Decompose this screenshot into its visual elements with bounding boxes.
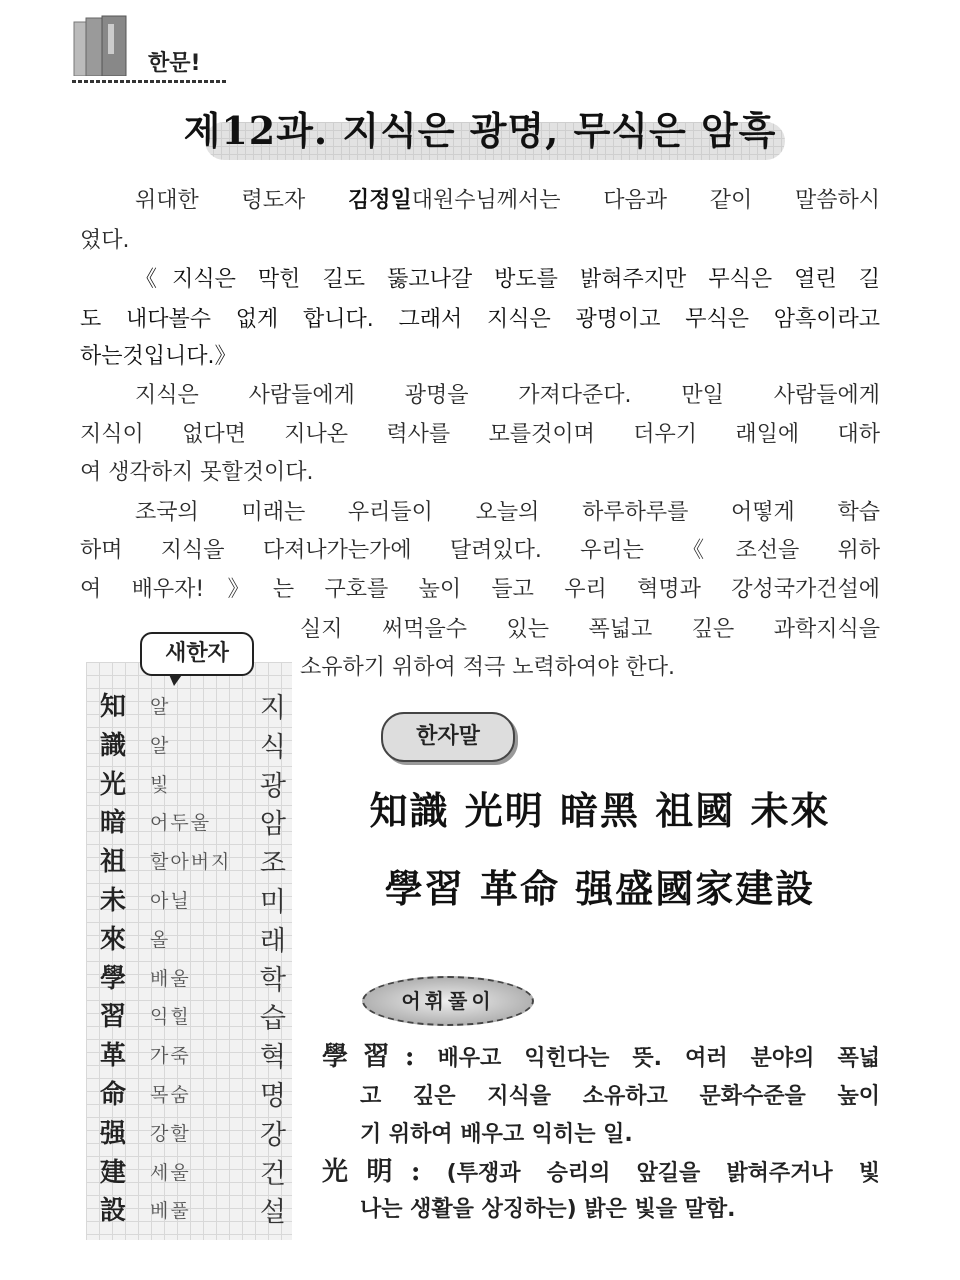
paragraph-line: 조국의 미래는 우리들이 오늘의 하루하루를 어떻게 학습 xyxy=(135,500,880,525)
hanja-meaning: 가죽 xyxy=(150,1045,191,1068)
hanja-reading: 혁 xyxy=(259,1042,286,1074)
hanja-character: 未 xyxy=(100,886,127,916)
hanja-reading: 식 xyxy=(259,731,286,763)
hanja-row xyxy=(100,919,286,957)
hanja-row xyxy=(100,1074,286,1112)
glossary-definition: 나는 생활을 상징하는) 밝은 빛을 말함. xyxy=(360,1197,736,1222)
hanja-meaning: 올 xyxy=(150,928,171,951)
paragraph-line: 실지 써먹을수 있는 폭넓고 깊은 과학지식을 xyxy=(300,617,880,642)
glossary-term: 學習: xyxy=(322,1042,415,1072)
hanja-character: 習 xyxy=(100,1002,127,1033)
hanja-reading: 지 xyxy=(259,693,286,724)
hanja-row xyxy=(100,1152,286,1190)
hanja-meaning: 어두울 xyxy=(150,812,212,835)
books-icon xyxy=(72,14,140,76)
quote-line: 《지식은 막힌 길도 뚫고나갈 방도를 밝혀주지만 무식은 열린 길 xyxy=(135,267,880,292)
hanja-character: 强 xyxy=(100,1118,127,1149)
glossary-definition: 배우고 익힌다는 뜻. 여러 분야의 폭넓 xyxy=(414,1046,881,1071)
hanja-character: 知 xyxy=(100,692,127,722)
glossary-entry-line xyxy=(322,1042,880,1074)
intro-line-2: 였다. xyxy=(80,228,130,253)
hanja-character: 識 xyxy=(100,730,127,761)
hanja-reading: 건 xyxy=(259,1158,286,1190)
section-header-label: 한문! xyxy=(148,51,201,76)
hanja-row xyxy=(100,996,286,1034)
hanja-meaning: 목숨 xyxy=(150,1084,191,1106)
hanja-reading: 습 xyxy=(259,1003,286,1035)
hanja-meaning: 배울 xyxy=(150,967,191,990)
hanja-character: 學 xyxy=(100,963,127,994)
hanja-reading: 강 xyxy=(259,1119,286,1151)
hanja-character: 光 xyxy=(100,769,127,800)
hanja-reading: 학 xyxy=(259,964,286,996)
hanja-meaning: 알 xyxy=(150,696,171,718)
hanja-reading: 래 xyxy=(259,925,286,957)
paragraph-line: 소유하기 위하여 적극 노력하여야 한다. xyxy=(300,655,675,680)
glossary-definition: 기 위하여 배우고 익히는 일. xyxy=(360,1122,633,1147)
glossary-definition: (투쟁과 승리의 앞길을 밝혀주거나 빛 xyxy=(420,1161,880,1186)
hanja-character: 來 xyxy=(100,924,127,955)
hanja-meaning: 할아버지 xyxy=(150,851,232,874)
intro-line-1 xyxy=(135,186,880,216)
hanja-character: 祖 xyxy=(100,847,127,878)
hanja-character: 設 xyxy=(100,1196,127,1227)
hanja-reading: 조 xyxy=(259,848,286,880)
hanja-row xyxy=(100,725,286,763)
hanja-row xyxy=(100,1113,286,1151)
paragraph-line: 여 생각하지 못할것이다. xyxy=(80,460,314,485)
hanja-row xyxy=(100,802,286,840)
glossary-definition: 고 깊은 지식을 소유하고 문화수준을 높이 xyxy=(360,1084,880,1109)
paragraph-line: 지식이 없다면 지나온 력사를 모를것이며 더우기 래일에 대하 xyxy=(80,422,880,447)
hanja-row xyxy=(100,1035,286,1073)
hanja-row xyxy=(100,880,286,918)
quote-line: 도 내다볼수 없게 합니다. 그래서 지식은 광명이고 무식은 암흑이라고 xyxy=(80,307,880,332)
paragraph-line: 하며 지식을 다져나가는가에 달려있다. 우리는 《조선을 위하 xyxy=(80,538,880,563)
hanja-reading: 명 xyxy=(259,1081,286,1112)
hanja-meaning: 익힐 xyxy=(150,1006,191,1029)
hanja-words-title: 한자말 xyxy=(381,712,515,762)
hanja-character: 建 xyxy=(100,1157,127,1188)
hanja-meaning: 아닐 xyxy=(150,890,191,912)
hanja-row xyxy=(100,764,286,802)
quote-line: 하는것입니다.》 xyxy=(80,344,237,369)
hanja-meaning: 베풀 xyxy=(150,1200,191,1223)
hanja-character: 革 xyxy=(100,1041,127,1072)
hanja-reading: 암 xyxy=(259,809,286,841)
intro-text: 위대한 령도자 xyxy=(135,188,348,213)
glossary-term: 光明: xyxy=(322,1157,421,1187)
paragraph-line: 지식은 사람들에게 광명을 가져다준다. 만일 사람들에게 xyxy=(135,383,880,408)
hanja-meaning: 세울 xyxy=(150,1161,191,1184)
hanja-reading: 설 xyxy=(259,1197,286,1229)
intro-text: 대원수님께서는 다음과 같이 말씀하시 xyxy=(411,188,881,213)
paragraph-line: 여 배우자!》는 구호를 높이 들고 우리 혁명과 강성국가건설에 xyxy=(80,577,880,602)
hanja-character: 命 xyxy=(100,1080,127,1110)
glossary-title: 어휘풀이 xyxy=(362,976,534,1026)
leader-name: 김정일 xyxy=(348,188,412,213)
hanja-character: 暗 xyxy=(100,808,127,839)
hanja-meaning: 강할 xyxy=(150,1122,191,1145)
hanja-row xyxy=(100,686,286,724)
hanja-reading: 광 xyxy=(259,770,286,802)
hanja-row xyxy=(100,958,286,996)
new-hanja-title: 새한자 xyxy=(140,632,254,676)
lesson-title: 제12과. 지식은 광명, 무식은 암흑 xyxy=(183,108,777,153)
hanja-words-line: 學習 革命 强盛國家建設 xyxy=(384,866,816,911)
header-divider xyxy=(72,80,227,83)
hanja-reading: 미 xyxy=(259,887,286,918)
hanja-meaning: 알 xyxy=(150,734,171,757)
hanja-words-line: 知識 光明 暗黑 祖國 未來 xyxy=(369,788,831,833)
hanja-row xyxy=(100,1190,286,1228)
hanja-row xyxy=(100,841,286,879)
glossary-entry-line xyxy=(322,1157,880,1189)
hanja-meaning: 빛 xyxy=(150,773,171,796)
